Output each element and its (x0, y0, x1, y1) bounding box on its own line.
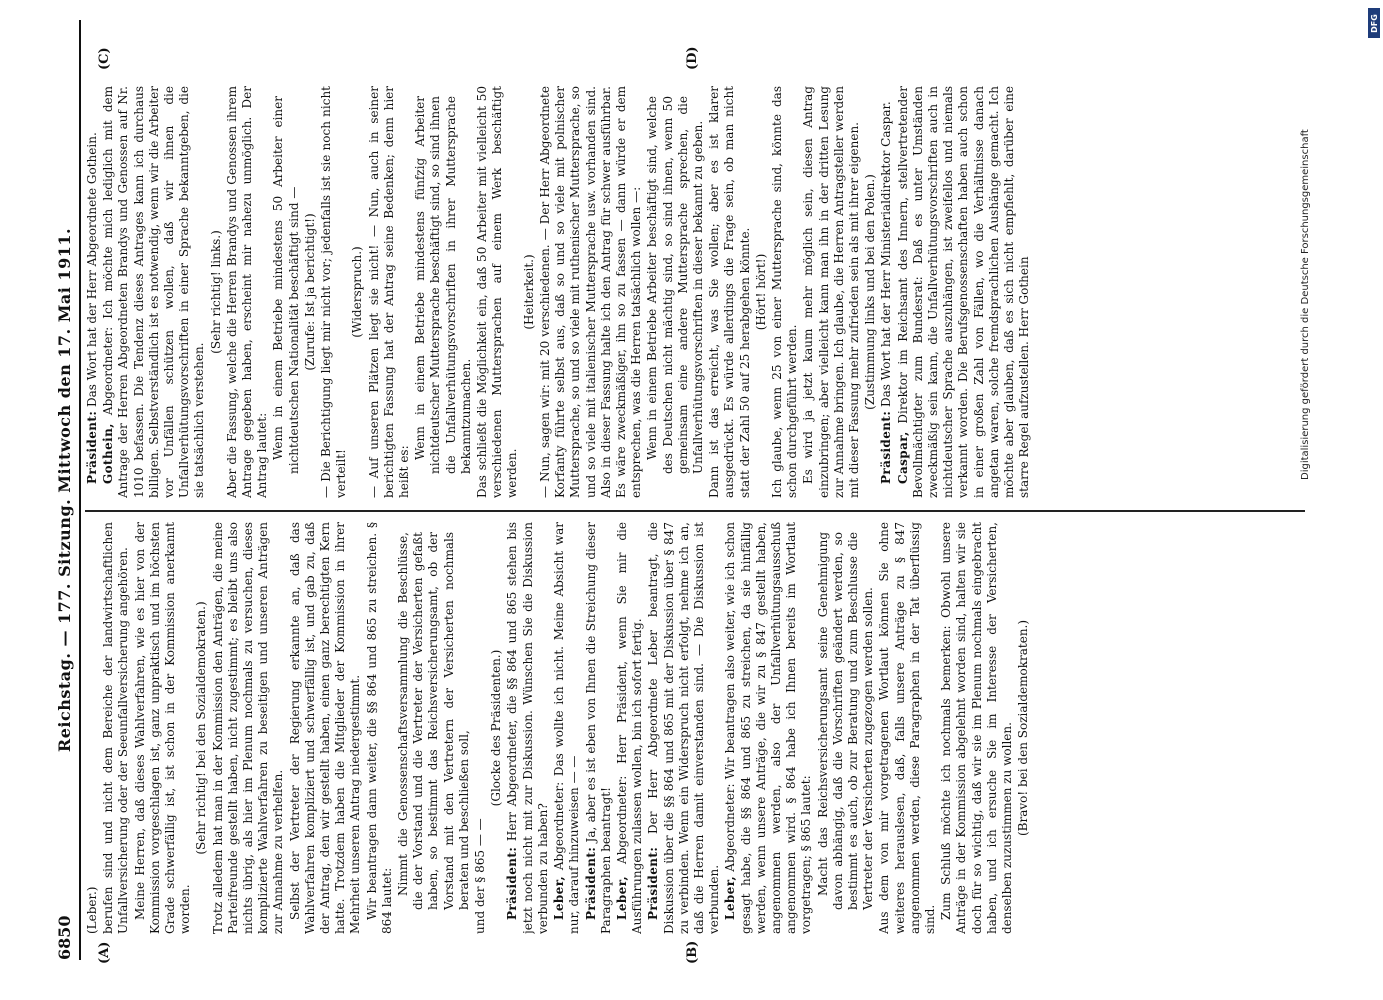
paragraph-text: Nimmt die Genossenschaftsversammlung die Beschlüsse, die der Vorstand und die Vertreter der Versicherten gefaßt haben, so bestimmt das Reichsversicherungsamt, ob der Vorstand mit den Vertretern der Versicherten nochmals beraten und beschließen soll, (396, 532, 471, 910)
paragraph (489, 522, 504, 934)
paragraph-text: (Sehr richtig! links.) (208, 230, 223, 354)
paragraph (473, 522, 488, 934)
rotated-page-content (55, 20, 1315, 964)
paragraph (801, 86, 862, 498)
margin-mark-c: (C) (97, 47, 112, 70)
paragraph (754, 86, 769, 498)
paragraph (723, 522, 814, 934)
speaker-name: Leber, (723, 875, 738, 920)
paragraph-text: Das Wort hat der Herr Ministerialdirektor Caspar. (879, 101, 894, 407)
paragraph (646, 522, 722, 934)
paragraph-text: (Zustimmung links und bei den Polen.) (863, 174, 878, 410)
paragraph-text: Abgeordneter: Herr Präsident, wenn Sie mir die Ausführungen zulassen wollen, bin ich sofort fertig. (614, 522, 645, 934)
left-column (85, 522, 1305, 934)
paragraph-text: Abgeordneter: Ich möchte mich lediglich mit dem Antrage der Herren Abgeordneten Brandys und Genossen auf Nr. 1010 befassen. Die Tendenz dieses Antrages kann ich durchaus billigen. Selbstverständlich ist es notwendig, wenn wir die Arbeiter vor Unfällen schützen wollen, daß wir ihnen die Unfallverhütungsvorschriften in einer Sprache bekanntgeben, die sie tatsächlich verstehen. (101, 86, 207, 498)
paragraph-text: — Auf unseren Plätzen liegt sie nicht! — Nun, auch in seiner berichtigten Fassung hat der Antrag seine Bedenken; denn hier heißt es: (366, 86, 412, 498)
paragraph (367, 86, 413, 498)
paragraph-text: Das Wort hat der Herr Abgeordnete Gothein. (85, 132, 99, 407)
paragraph-text: Wenn in einem Betriebe mindestens 50 Arbeiter einer nichtdeutschen Nationalität beschäftigt sind — (271, 96, 301, 474)
paragraph (505, 522, 551, 934)
paragraph (225, 86, 271, 498)
paragraph-text: Abgeordneter: Wir beantragen also weiter, wie ich schon gesagt habe, die §§ 864 und 865 zu streichen, da sie hinfällig werden, wenn unsere Anträge, die wir zu § 847 gestellt haben, angenommen werden, also der Unfallverhütungsausschuß angenommen wird. § 864 habe ich Ihnen bereits im Wortlaut vorgetragen; § 865 lautet: (723, 522, 814, 934)
speaker-name: Präsident: (505, 846, 520, 920)
paragraph (413, 86, 474, 498)
paragraph-text: Es wird ja jetzt kaum mehr möglich sein, diesen Antrag einzubringen; aber vielleicht kann man ihn in der dritten Lesung zur Annahme bringen. Ich glaube, die Herren Antragsteller werden mit dieser Fassung mehr zufrieden sein als mit ihrer eigenen. (801, 86, 861, 498)
speaker-name: Leber, (552, 875, 567, 920)
paragraph (896, 86, 1033, 498)
paragraph-text: Wenn in einem Betriebe mindestens fünfzig Arbeiter nichtdeutscher Muttersprache beschäftigt sind, so sind ihnen die Unfallverhütungsvorschriften in ihrer Muttersprache bekanntzumachen. (413, 96, 473, 474)
header-rule (79, 20, 81, 960)
paragraph (522, 86, 537, 498)
paragraph (584, 522, 614, 934)
speaker-name: Präsident: (85, 410, 99, 484)
margin-mark-b: (B) (685, 940, 700, 964)
paragraph (877, 522, 938, 934)
paragraph-text: Direktor im Reichsamt des Innern, stellvertretender Bevollmächtigter zum Bundesrat: Daß es unter Umständen zweckmäßig sein kann, die Unfallverhütungsvorschriften auch in nichtdeutscher Sprache auszuhängen, ist zweifellos und niemals verkannt worden. Die Berufsgenossenschaften haben auch schon in einer großen Zahl von Fällen, wo die Verhältnisse danach angetan waren, solche fremdsprachlichen Aushänge gemacht. Ich möchte aber glauben, daß es sich nicht empfiehlt, darüber eine starre Regel aufzustellen. Herr Gothein (895, 86, 1032, 498)
paragraph-text: Abgeordneter: Das wollte ich nicht. Meine Absicht war nur, darauf hinzuweisen — — (552, 522, 582, 934)
page-title: Reichstag. — 177. Sitzung. Mittwoch den 17. Mai 1911. (55, 227, 74, 753)
page-number: 6850 (55, 915, 74, 960)
paragraph-text: Zum Schluß möchte ich nochmals bemerken: Obwohl unsere Anträge in der Kommission abgelehnt worden sind, halten wir sie doch für so wichtig, daß wir sie im Plenum nochmals eingebracht haben, und ich ersuche Sie im Interesse der Versicherten, denselben zuzustimmen zu wollen. (939, 522, 1014, 934)
paragraph-text: Dann ist das erreicht, was Sie wollen; aber es ist klarer ausgedrückt. Es würde allerdings die Frage sein, ob man nicht statt der Zahl 50 auf 25 herabgehen könnte. (707, 86, 752, 498)
paragraph-text: (Zurufe: Ist ja berichtigt!) (302, 213, 317, 371)
margin-mark-d: (D) (685, 46, 700, 70)
paragraph (645, 86, 706, 498)
column-separator (85, 510, 1305, 512)
paragraph (365, 522, 395, 934)
paragraph-text: Aus dem von mir vorgetragenen Wortlaut können Sie ohne weiteres herauslesen, daß, falls unsere Anträge zu § 847 angenommen werden, diese Paragraphen in der Tat überflüssig sind. (877, 522, 937, 934)
paragraph (1016, 522, 1031, 934)
paragraph-text: Trotz alledem hat man in der Kommission den Anträgen, die meine Parteifreunde gestellt haben, nicht zugestimmt; es bleibt uns also nichts übrig, als hier im Plenum nochmals zu versuchen, dieses komplizierte Wahlverfahren zu beseitigen und unseren Anträgen zur Annahme zu verhelfen. (210, 522, 286, 934)
paragraph-text: Das schließt die Möglichkeit ein, daß 50 Arbeiter mit vielleicht 50 verschiedenen Muttersprachen auf einem Werk beschäftigt werden. (475, 86, 520, 498)
paragraph (879, 86, 894, 498)
paragraph (194, 522, 209, 934)
margin-mark-a: (A) (97, 941, 112, 964)
digitization-credit: Digitalisierung gefördert durch die Deutsche Forschungsgemeinschaft (1300, 129, 1311, 480)
paragraph (288, 522, 364, 934)
paragraph (538, 86, 644, 498)
paragraph-text: Selbst der Vertreter der Regierung erkannte an, daß das Wahlverfahren kompliziert und schwerfällig ist, und gab zu, daß der Antrag, den wir gestellt haben, einen ganz berechtigten Kern hatte. Trotzdem haben die Mitglieder der Kommission in ihrer Mehrheit unseren Antrag niedergestimmt. (287, 522, 363, 934)
paragraph (939, 522, 1015, 934)
paragraph (101, 86, 207, 498)
paragraph-text: (Sehr richtig! bei den Sozialdemokraten.) (194, 601, 209, 855)
paragraph-text: — Die Berichtigung liegt mir nicht vor; jedenfalls ist sie noch nicht verteilt! (319, 86, 349, 498)
paragraph-text: (Hört! hört!) (753, 253, 768, 331)
paragraph-text: Aber die Fassung, welche die Herren Brandys und Genossen ihrem Antrage gegeben haben, erscheint mir nahezu unmöglich. Der Antrag lautet: (224, 86, 270, 498)
paragraph-text: Wir beantragen dann weiter, die §§ 864 und 865 zu streichen. § 864 lautet: (364, 522, 394, 934)
paragraph-text: Meine Herren, daß dieses Wahlverfahren, wie es hier von der Kommission vorgeschlagen ist, ganz unpraktisch und im höchsten Grade schwerfällig ist, ist schon in der Kommission anerkannt worden. (132, 522, 193, 934)
paragraph-text: und der § 865 — — (473, 818, 488, 934)
paragraph (615, 522, 645, 934)
paragraph-text: Herr Abgeordneter, die §§ 864 und 865 stehen bis jetzt noch nicht mit zur Diskussion. Wünschen Sie die Diskussion verbunden zu haben? (505, 522, 550, 934)
speaker-name: Präsident: (646, 846, 661, 920)
running-speaker: (Leber.) (85, 886, 99, 934)
text-columns (85, 20, 1310, 964)
paragraph (211, 522, 287, 934)
speaker-name: Gothein, (101, 423, 116, 484)
speaker-name: Caspar, (895, 431, 910, 484)
paragraph-text: Ja, aber es ist eben von Ihnen die Streichung dieser Paragraphen beantragt! (583, 522, 613, 934)
paragraph (816, 522, 877, 934)
paragraph (101, 522, 131, 934)
paragraph (133, 522, 194, 934)
paragraph (319, 86, 349, 498)
paragraph-text: (Widerspruch.) (350, 246, 365, 338)
paragraph (396, 522, 472, 934)
paragraph-text: Macht das Reichsversicherungsamt seine Genehmigung davon abhängig, daß die Vorschriften geändert werden, so bestimmt es auch, ob zur Beratung und zum Beschlusse die Vertreter der Versicherten zugezogen werden sollen. (815, 532, 876, 910)
speaker-name: Leber, (614, 875, 629, 920)
paragraph-text: Wenn in einem Betriebe Arbeiter beschäftigt sind, welche des Deutschen nicht mächtig sind, so sind ihnen, wenn 50 gemeinsam eine andere Muttersprache sprechen, die Unfallverhütungsvorschriften in dieser bekannt zu geben. (645, 96, 705, 474)
paragraph-text: — Nun, sagen wir: mit 20 verschiedenen. — Der Herr Abgeordnete Korfanty führte selbst aus, daß so und so viele mit polnischer Muttersprache, so und so viele mit ruthenischer Muttersprache, so und so viele mit italienischer Muttersprache usw. vorhanden sind. Also in dieser Fassung halte ich den Antrag für schwer ausführbar. Es wäre zweckmäßiger, ihn so zu fassen — dann würde er dem entsprechen, was die Herren tatsächlich wollen —: (537, 86, 644, 498)
paragraph (707, 86, 753, 498)
paragraph-text: (Bravo! bei den Sozialdemokraten.) (1016, 619, 1031, 837)
paragraph-text: Ich glaube, wenn 25 von einer Muttersprache sind, könnte das schon durchgeführt werden. (769, 86, 800, 498)
speaker-name: Präsident: (879, 410, 894, 484)
paragraph-text: (Heiterkeit.) (521, 254, 536, 330)
paragraph (303, 86, 318, 498)
page-header (55, 20, 77, 960)
paragraph-text: berufen sind und nicht dem Bereiche der landwirtschaftlichen Unfallversicherung oder der Seeunfallversicherung angehören. (101, 522, 131, 934)
paragraph (863, 86, 878, 498)
paragraph (209, 86, 224, 498)
paragraph (271, 86, 301, 498)
paragraph (475, 86, 521, 498)
paragraph (350, 86, 365, 498)
dfg-logo: DFG (1368, 8, 1380, 38)
paragraph (85, 86, 100, 498)
speaker-name: Präsident: (583, 846, 598, 920)
paragraph-text: Der Herr Abgeordnete Leber beantragt, die Diskussion über die §§ 864 und 865 mit der Diskussion über § 847 zu verbinden. Wenn ein Widerspruch nicht erfolgt, nehme ich an, daß die Herren damit einverstanden sind. — Die Diskussion ist verbunden. (646, 522, 722, 934)
right-column (85, 86, 1305, 498)
paragraph-text: (Glocke des Präsidenten.) (489, 649, 504, 807)
paragraph (770, 86, 800, 498)
paragraph (552, 522, 582, 934)
